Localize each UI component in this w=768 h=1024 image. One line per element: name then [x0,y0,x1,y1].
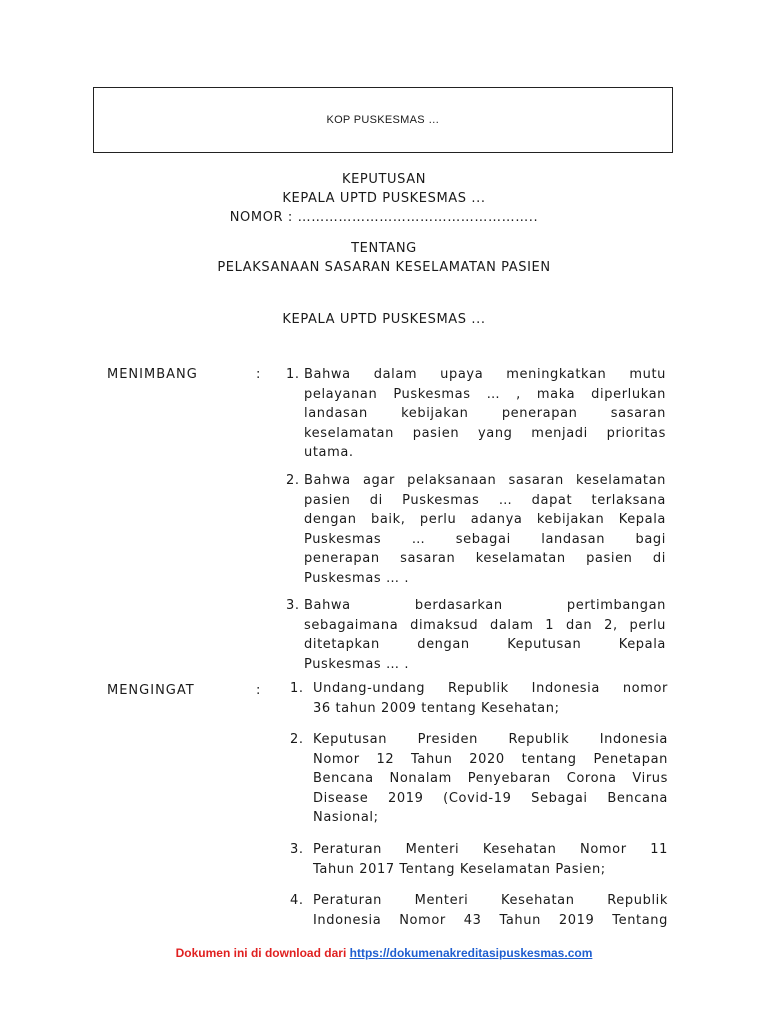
text-line: Peraturan Menteri Kesehatan Republik [313,893,668,908]
mengingat-colon: : [256,683,261,698]
item-text [313,679,668,718]
item-text [313,891,668,930]
text-line: utama. [304,445,354,461]
item-number: 1. [290,681,304,696]
letterhead-text: KOP PUSKESMAS … [326,114,440,126]
item-text [313,840,668,879]
text-line: Puskesmas … . [304,570,410,586]
item-text [304,365,666,463]
title-subject: PELAKSANAAN SASARAN KESELAMATAN PASIEN [217,260,551,275]
item-number: 2. [290,732,304,747]
text-line: Bahwa dalam upaya meningkatkan mutu [304,367,666,382]
text-line: Keputusan Presiden Republik Indonesia [313,732,668,747]
title-nomor: NOMOR : …………………………………………….. [229,210,539,225]
item-number: 4. [290,893,304,908]
text-line: sebagaimana dimaksud dalam 1 dan 2, perlu [304,617,666,633]
item-number: 2. [286,473,300,488]
menimbang-label: MENIMBANG [107,367,198,382]
text-line: pelayanan Puskesmas … , maka diperlukan [304,386,666,402]
text-line: Nasional; [313,810,379,826]
item-text [313,730,668,828]
title-keputusan: KEPUTUSAN [341,172,427,187]
footer-text: Dokumen ini di download dari [175,946,350,960]
text-line: Bahwa berdasarkan pertimbangan [304,598,666,613]
download-footer [0,946,768,960]
text-line: Disease 2019 (Covid-19 Sebagai Bencana [313,790,668,806]
text-line: Tahun 2017 Tentang Keselamatan Pasien; [313,861,606,877]
text-line: Indonesia Nomor 43 Tahun 2019 Tentang [313,912,668,928]
text-line: Puskesmas … sebagai landasan bagi [304,531,666,547]
text-line: keselamatan pasien yang menjadi prioritas [304,425,666,441]
item-text [304,471,666,589]
text-line: Nomor 12 Tahun 2020 tentang Penetapan [313,751,668,767]
text-line: Peraturan Menteri Kesehatan Nomor 11 [313,842,668,857]
text-line: Bencana Nonalam Penyebaran Corona Virus [313,771,668,787]
item-number: 3. [286,598,300,613]
text-line: ditetapkan dengan Keputusan Kepala [304,637,666,653]
item-text [304,596,666,674]
text-line: penerapan sasaran keselamatan pasien di [304,551,666,567]
item-number: 1. [286,367,300,382]
text-line: Bahwa agar pelaksanaan sasaran keselamatan [304,473,666,488]
item-number: 3. [290,842,304,857]
title-tentang: TENTANG [351,241,417,256]
mengingat-label: MENGINGAT [107,683,195,698]
text-line: Undang-undang Republik Indonesia nomor [313,681,668,696]
text-line: landasan kebijakan penerapan sasaran [304,406,666,422]
menimbang-colon: : [256,367,261,382]
text-line: dengan baik, perlu adanya kebijakan Kepala [304,512,666,528]
title-kepala: KEPALA UPTD PUSKESMAS ... [282,191,486,206]
text-line: Puskesmas … . [304,656,410,672]
footer-link[interactable]: https://dokumenakreditasipuskesmas.com [349,946,593,960]
text-line: pasien di Puskesmas … dapat terlaksana [304,492,666,508]
title-kepala-repeat: KEPALA UPTD PUSKESMAS ... [282,312,486,327]
text-line: 36 tahun 2009 tentang Kesehatan; [313,700,560,716]
letterhead-box [93,87,673,153]
